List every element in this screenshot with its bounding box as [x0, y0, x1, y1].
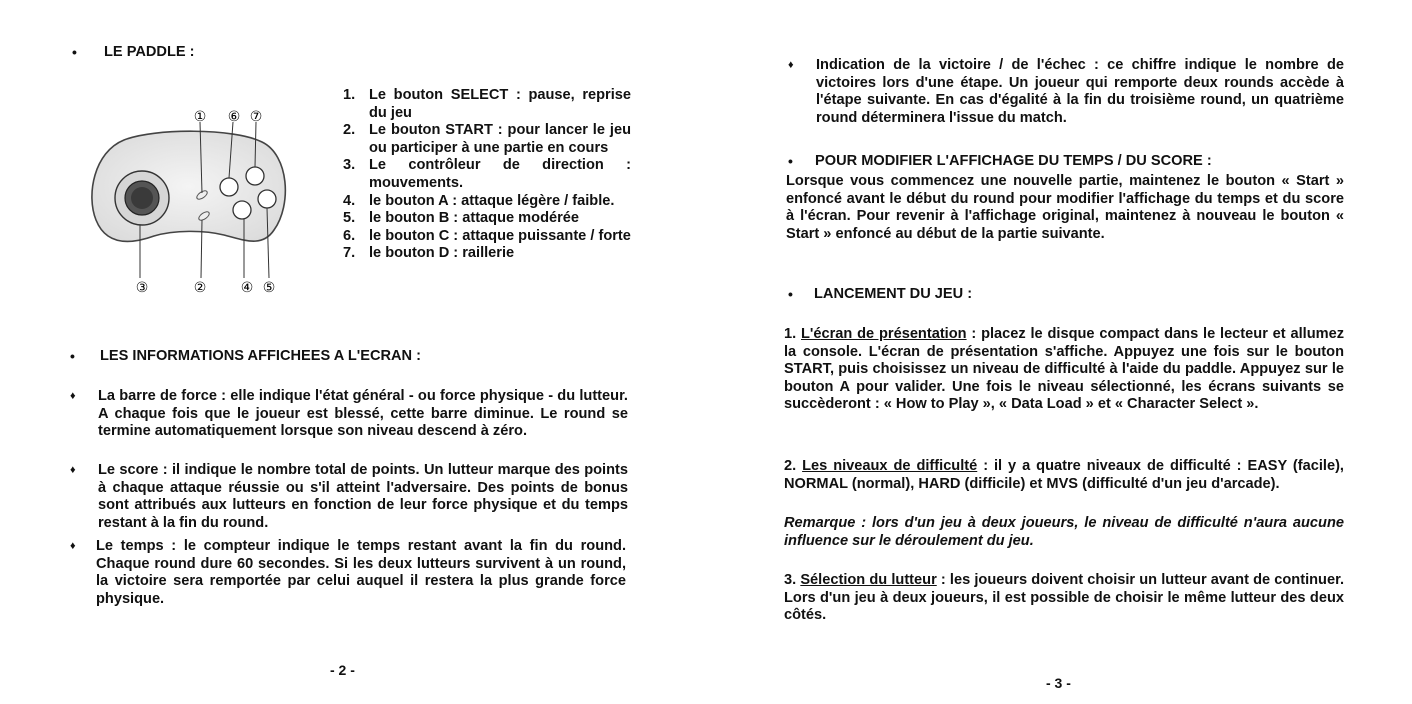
list-item: 5. le bouton B : attaque modérée: [343, 210, 580, 227]
page-number-right: - 3 -: [1046, 675, 1071, 691]
launch-heading: LANCEMENT DU JEU :: [814, 286, 973, 302]
modify-text: Lorsque vous commencez une nouvelle partie, maintenez le bouton « Start » enfoncé avant le début du round pour modifier l'affichage du temps et du score à l'écran. Pour revenir à l'affichage original, maintenez à nouveau le bouton « Start » enfoncé au début de la partie suivante.: [786, 173, 1344, 242]
label-4: ④: [240, 280, 254, 296]
button-b-shape: [258, 190, 276, 208]
list-item: 4. le bouton A : attaque légère / faible.: [343, 192, 615, 209]
label-3: ③: [135, 280, 149, 296]
info-strength-bar: La barre de force : elle indique l'état général - ou force physique - du lutteur. A chaque fois que le joueur est blessé, cette barre diminue. Le round se termine automatiquement lorsque son niveau descend à zéro.: [98, 388, 628, 440]
list-item: 2. Le bouton START : pour lancer le jeu ou participer à une partie en cours: [343, 122, 631, 156]
step-2-remark: Remarque : lors d'un jeu à deux joueurs, le niveau de difficulté n'aura aucune influence sur le déroulement du jeu.: [784, 515, 1344, 549]
info-score: Le score : il indique le nombre total de points. Un lutteur marque des points à chaque attaque réussie ou s'il atteint l'adversaire. Des points de bonus sont attribués aux lutteurs en fonction de leur force physique et du temps restant à la fin du round.: [98, 462, 628, 531]
info-heading: LES INFORMATIONS AFFICHEES A L'ECRAN :: [100, 348, 422, 364]
right-page: [706, 0, 1412, 704]
dpad-center: [131, 187, 153, 209]
list-item: 3. Le contrôleur de direction : mouvements.: [343, 157, 631, 191]
list-item: 7. le bouton D : raillerie: [343, 245, 515, 262]
page-number-left: - 2 -: [330, 662, 355, 678]
bullet-diamond: ♦: [70, 464, 76, 476]
list-item: 1. Le bouton SELECT : pause, reprise du jeu: [343, 87, 631, 121]
label-7: ⑦: [249, 109, 263, 125]
step-1-title: L'écran de présentation: [801, 326, 967, 342]
label-2: ②: [193, 280, 207, 296]
paddle-heading: LE PADDLE :: [104, 44, 195, 60]
list-item: 6. le bouton C : attaque puissante / forte: [343, 227, 631, 244]
bullet-diamond: ♦: [788, 59, 794, 71]
paddle-diagram: [84, 100, 294, 300]
label-6: ⑥: [227, 109, 241, 125]
button-d-shape: [246, 167, 264, 185]
label-1: ①: [193, 109, 207, 125]
buttons-list: [343, 87, 631, 263]
bullet-dot: •: [788, 153, 793, 169]
label-5: ⑤: [262, 280, 276, 296]
bullet-dot: •: [72, 44, 77, 60]
step-2-title: Les niveaux de difficulté: [802, 458, 978, 474]
modify-heading: POUR MODIFIER L'AFFICHAGE DU TEMPS / DU SCORE :: [815, 153, 1212, 169]
step-3: 3. Sélection du lutteur : les joueurs doivent choisir un lutteur avant de continuer. Lors d'un jeu à deux joueurs, il est possible de choisir le même lutteur des deux côtés.: [784, 572, 1344, 624]
button-a-shape: [233, 201, 251, 219]
bullet-diamond: ♦: [70, 540, 76, 552]
step-2: 2. Les niveaux de difficulté : il y a quatre niveaux de difficulté : EASY (facile), NORMAL (normal), HARD (difficile) et MVS (difficulté d'un jeu d'arcade).: [784, 458, 1344, 492]
step-3-title: Sélection du lutteur: [800, 572, 937, 588]
bullet-dot: •: [788, 286, 793, 302]
victory-indicator: Indication de la victoire / de l'échec : ce chiffre indique le nombre de victoires lors d'une étape. Un joueur qui remporte deux rounds accède à l'étape suivante. En cas d'égalité à la fin du troisième round, un quatrième round déterminera l'issue du match.: [816, 57, 1344, 126]
bullet-dot: •: [70, 348, 75, 364]
button-c-shape: [220, 178, 238, 196]
info-time: Le temps : le compteur indique le temps restant avant la fin du round. Chaque round dure 60 secondes. Si les deux lutteurs survivent à un round, la victoire sera remportée par celui auquel il restera la plus grande force physique.: [96, 538, 626, 607]
step-1: 1. L'écran de présentation : placez le disque compact dans le lecteur et allumez la console. L'écran de présentation s'affiche. Appuyez une fois sur le bouton START, puis choisissez un niveau de difficulté à l'aide du paddle. Appuyez sur le bouton A pour valider. Une fois le niveau sélectionné, les écrans suivants se succèderont : « How to Play », « Data Load » et « Character Select ».: [784, 326, 1345, 413]
bullet-diamond: ♦: [70, 390, 76, 402]
